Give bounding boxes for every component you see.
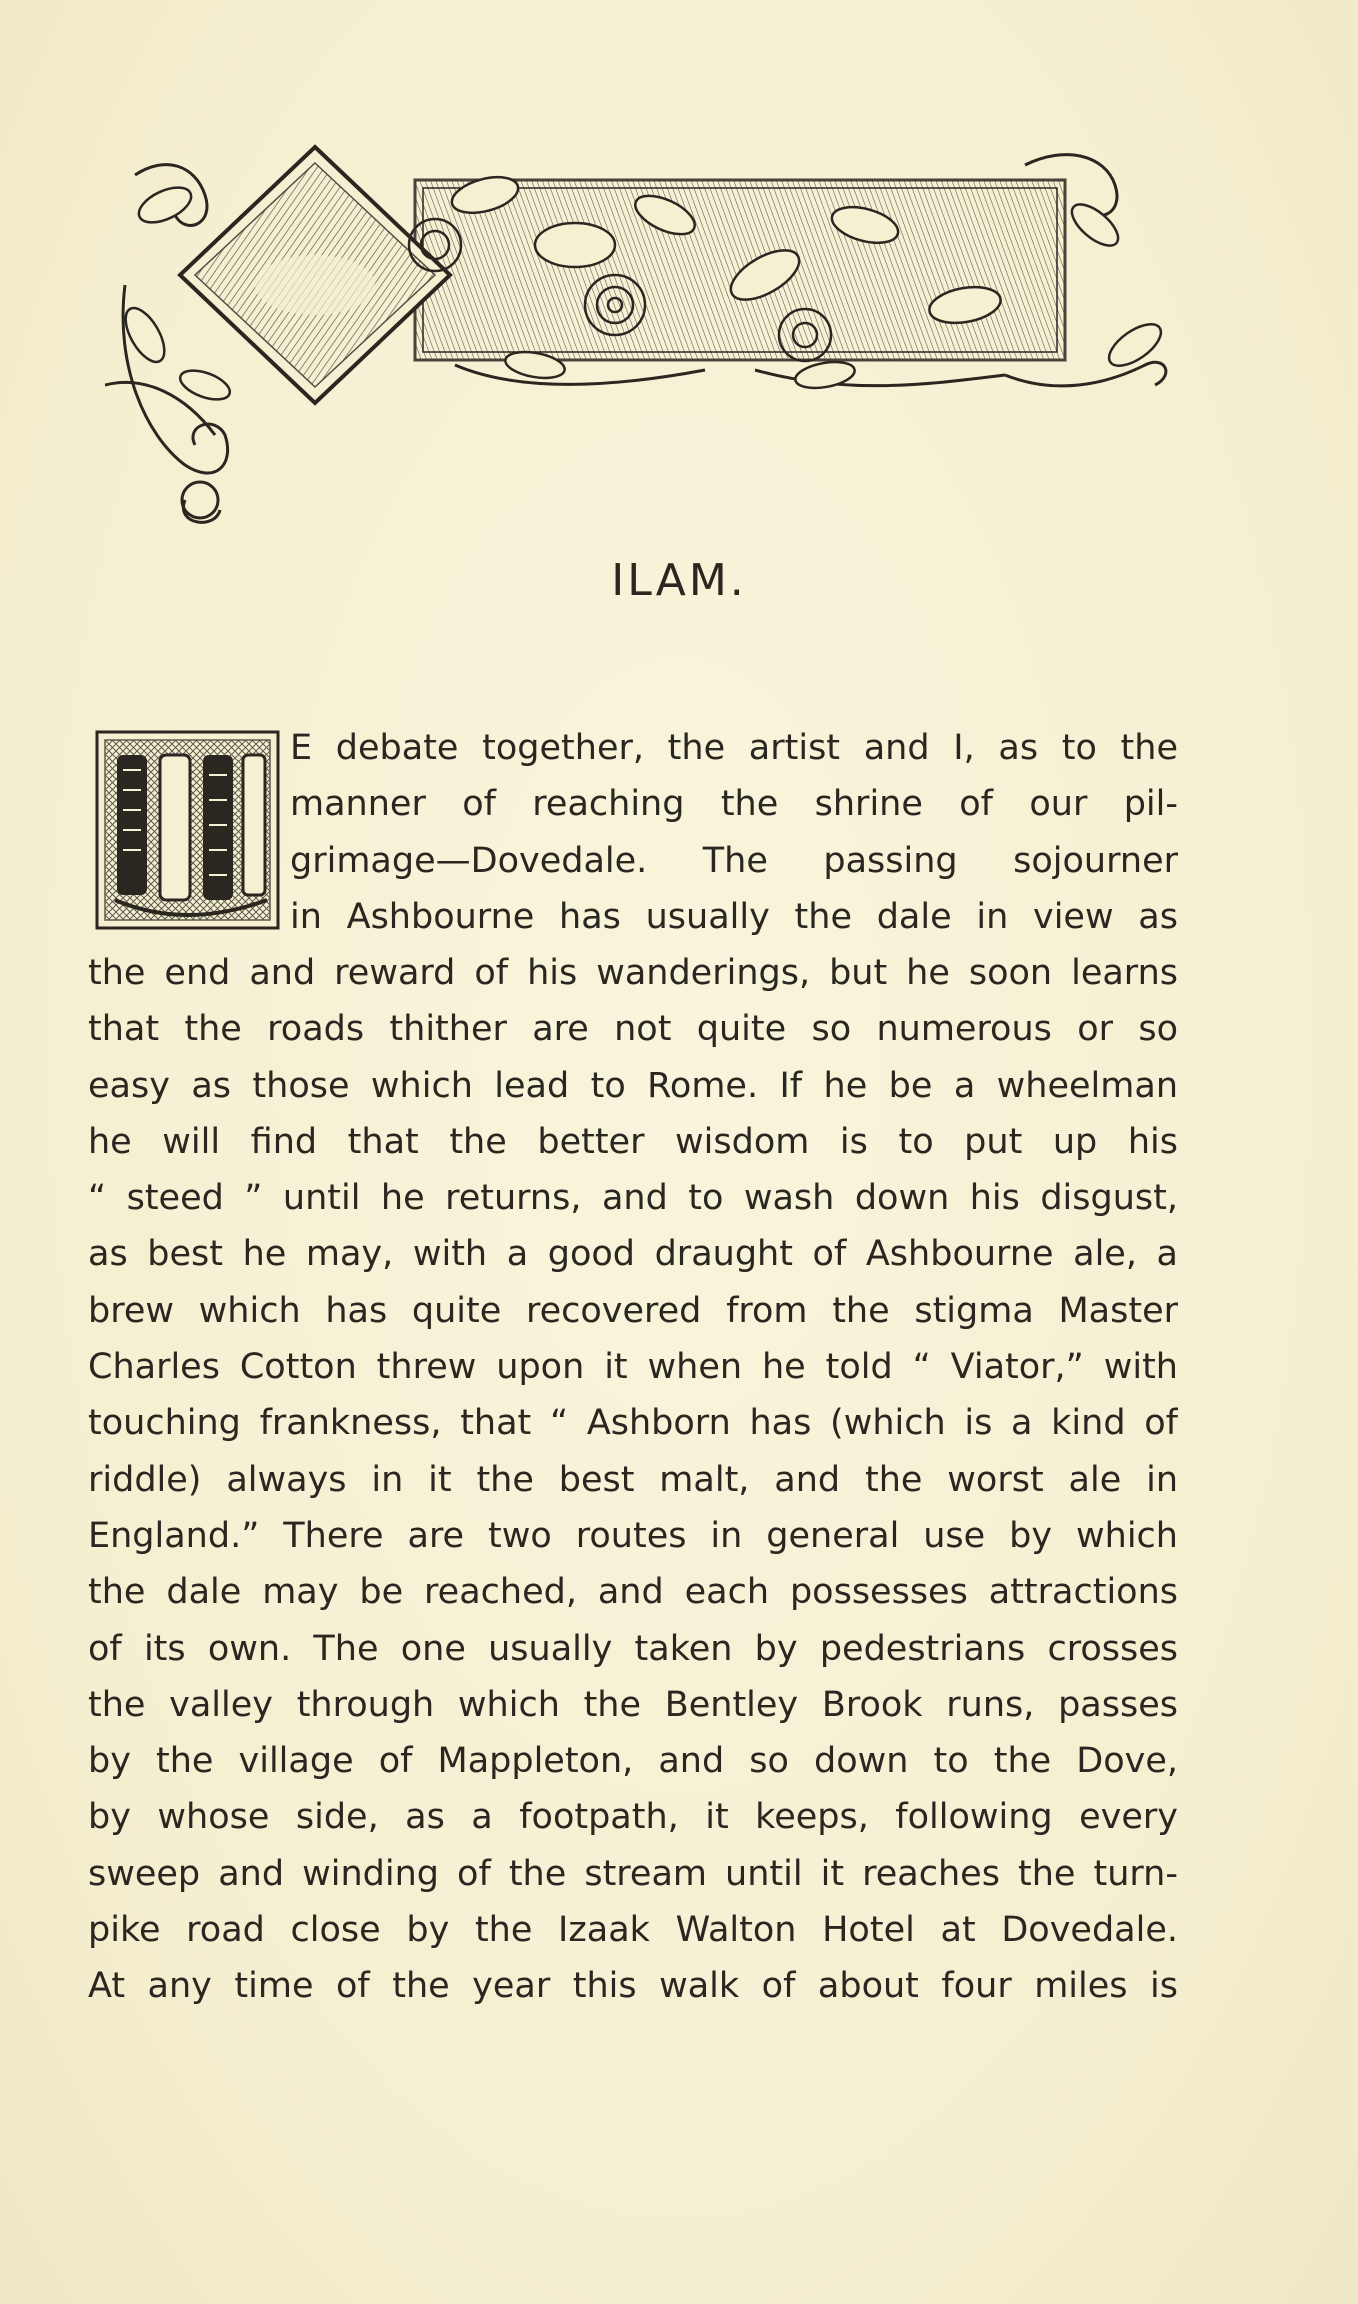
text-line: the dale may be reached, and each possesses attractions xyxy=(88,1572,1178,1613)
text-line: manner of reaching the shrine of our pil- xyxy=(290,784,1178,825)
body-paragraph xyxy=(88,945,1178,2015)
text-line: by the village of Mappleton, and so down to the Dove, xyxy=(88,1741,1178,1782)
text-line: in Ashbourne has usually the dale in view as xyxy=(290,896,1178,937)
text-line: the valley through which the Bentley Brook runs, passes xyxy=(88,1684,1178,1725)
text-line: that the roads thither are not quite so numerous or so xyxy=(88,1009,1178,1050)
floral-headpiece-ornament xyxy=(105,135,1180,535)
text-line: as best he may, with a good draught of Ashbourne ale, a xyxy=(88,1234,1178,1275)
text-line: easy as those which lead to Rome. If he be a wheelman xyxy=(88,1065,1178,1106)
text-line: grimage—Dovedale. The passing sojourner xyxy=(290,840,1178,881)
text-line: Charles Cotton threw upon it when he told “ Viator,” with xyxy=(88,1347,1178,1388)
text-line: At any time of the year this walk of about four miles is xyxy=(88,1966,1178,2007)
text-line: he will find that the better wisdom is to put up his xyxy=(88,1121,1178,1162)
text-line: “ steed ” until he returns, and to wash down his disgust, xyxy=(88,1178,1178,1219)
text-line: by whose side, as a footpath, it keeps, following every xyxy=(88,1797,1178,1838)
drop-cap-w-ornament xyxy=(95,730,280,930)
text-line: England.” There are two routes in general use by which xyxy=(88,1515,1178,1556)
text-line: of its own. The one usually taken by pedestrians crosses xyxy=(88,1628,1178,1669)
chapter-title: ILAM. xyxy=(611,555,747,606)
text-line: E debate together, the artist and I, as to the xyxy=(290,728,1178,768)
text-line: pike road close by the Izaak Walton Hotel at Dovedale. xyxy=(88,1910,1178,1951)
text-line: touching frankness, that “ Ashborn has (which is a kind of xyxy=(88,1403,1178,1444)
text-line: sweep and winding of the stream until it reaches the turn- xyxy=(88,1853,1178,1894)
text-line: riddle) always in it the best malt, and the worst ale in xyxy=(88,1459,1178,1500)
text-line: brew which has quite recovered from the stigma Master xyxy=(88,1290,1178,1331)
text-line: the end and reward of his wanderings, but he soon learns xyxy=(88,953,1178,993)
indented-paragraph-lines xyxy=(290,720,1178,945)
